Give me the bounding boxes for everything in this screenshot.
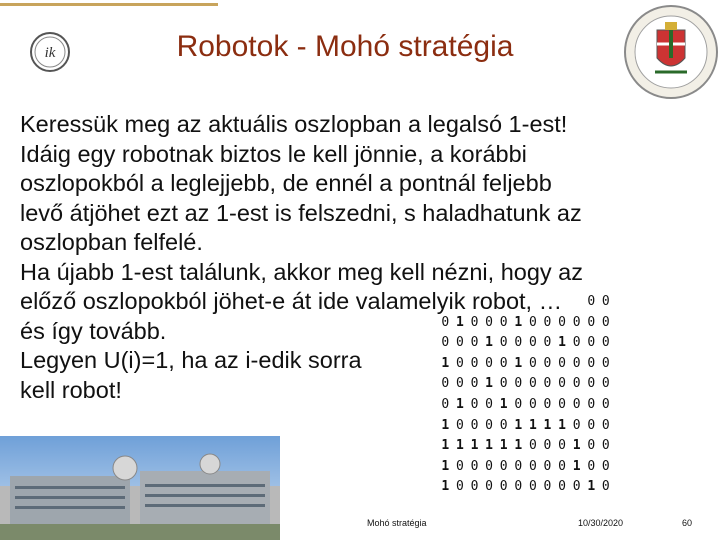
matrix-cell: 0 — [543, 396, 552, 412]
matrix-cell: 0 — [528, 335, 537, 351]
matrix-cell: 1 — [485, 376, 493, 392]
matrix-cell: 0 — [543, 438, 552, 454]
matrix-cell: 0 — [499, 417, 508, 433]
matrix-cell: 0 — [572, 417, 581, 433]
matrix-cell: 0 — [601, 438, 610, 454]
matrix-cell: 1 — [514, 314, 523, 330]
matrix-cell: 0 — [455, 355, 464, 371]
matrix-cell: 0 — [455, 458, 464, 474]
matrix-cell: 0 — [558, 355, 566, 371]
matrix-cell: 0 — [601, 417, 610, 433]
matrix-cell: 1 — [587, 479, 596, 495]
matrix-cell: 0 — [587, 335, 596, 351]
matrix-cell: 0 — [587, 376, 596, 392]
matrix-cell: 1 — [572, 438, 581, 454]
matrix-cell: 0 — [470, 458, 479, 474]
matrix-cell: 0 — [514, 335, 523, 351]
matrix-cell: 1 — [514, 355, 523, 371]
matrix-cell: 1 — [558, 335, 566, 351]
body-line: kell robot! — [20, 376, 122, 403]
matrix-cell: 1 — [441, 458, 450, 474]
matrix-cell: 0 — [485, 458, 493, 474]
matrix-cell: 0 — [455, 335, 464, 351]
matrix-cell: 0 — [601, 479, 610, 495]
matrix-cell: 0 — [528, 376, 537, 392]
matrix-cell: 0 — [558, 458, 566, 474]
matrix-cell: 0 — [572, 314, 581, 330]
matrix-cell: 0 — [572, 396, 581, 412]
matrix-cell: 1 — [455, 396, 464, 412]
matrix-cell: 0 — [601, 376, 610, 392]
matrix-cell: 0 — [587, 294, 596, 309]
matrix-row — [438, 292, 613, 313]
matrix-cell: 1 — [441, 355, 450, 371]
matrix-cell: 0 — [499, 376, 508, 392]
slide-title: Robotok - Mohó stratégia — [176, 30, 514, 63]
body-line: Ha újabb 1-est találunk, akkor meg kell nézni, hogy az — [20, 258, 584, 285]
matrix-cell: 1 — [499, 396, 508, 412]
matrix-cell: 0 — [558, 479, 566, 495]
matrix-cell: 0 — [455, 417, 464, 433]
matrix-cell: 0 — [470, 417, 479, 433]
top-accent-line — [0, 3, 218, 6]
matrix-row — [438, 313, 613, 334]
matrix-cell: 0 — [470, 314, 479, 330]
matrix-cell: 0 — [514, 376, 523, 392]
matrix-cell: 0 — [572, 376, 581, 392]
body-line: oszlopban felfelé. — [20, 229, 203, 255]
matrix-cell: 0 — [572, 335, 581, 351]
matrix-cell: 1 — [528, 417, 537, 433]
matrix-cell: 0 — [470, 396, 479, 412]
matrix-cell: 0 — [441, 376, 450, 392]
matrix-cell: 0 — [528, 438, 537, 454]
matrix-cell: 0 — [441, 314, 450, 330]
matrix-cell: 0 — [601, 335, 610, 351]
matrix-cell: 1 — [441, 417, 450, 433]
matrix-cell: 0 — [601, 458, 610, 474]
matrix-cell: 1 — [455, 314, 464, 330]
body-line: előző oszlopokból jöhet-e át ide valamelyik robot, … — [20, 288, 563, 314]
matrix-cell: 0 — [441, 396, 450, 412]
matrix-cell: 0 — [601, 294, 610, 309]
matrix-cell: 0 — [601, 314, 610, 330]
footer-date: 10/30/2020 — [578, 518, 624, 528]
footer-title: Mohó stratégia — [367, 518, 427, 528]
matrix-cell: 0 — [528, 458, 537, 474]
matrix-cell: 0 — [455, 376, 464, 392]
matrix-cell: 0 — [528, 355, 537, 371]
footer-page-number: 60 — [682, 518, 693, 528]
matrix-cell: 0 — [514, 479, 523, 495]
matrix-cell: 0 — [572, 479, 581, 495]
matrix-cell: 0 — [601, 355, 610, 371]
matrix-cell: 0 — [485, 355, 493, 371]
matrix-cell: 0 — [499, 314, 508, 330]
matrix-cell: 0 — [558, 314, 566, 330]
matrix-cell: 0 — [558, 396, 566, 412]
svg-text:ik: ik — [44, 45, 56, 61]
body-line: Legyen U(i)=1, ha az i-edik sorra — [20, 347, 362, 373]
matrix-row — [438, 457, 613, 478]
matrix-cell: 0 — [499, 479, 508, 495]
matrix-cell: 0 — [587, 438, 596, 454]
campus-building-photo — [0, 436, 280, 540]
matrix-cell: 0 — [514, 458, 523, 474]
matrix-cell: 0 — [558, 376, 566, 392]
matrix-cell: 0 — [543, 458, 552, 474]
body-line: és így tovább. — [20, 317, 167, 344]
matrix-cell: 0 — [499, 458, 508, 474]
matrix-cell: 0 — [485, 396, 493, 412]
matrix-cell: 0 — [572, 355, 581, 371]
matrix-cell: 1 — [470, 438, 479, 454]
matrix-cell: 0 — [587, 314, 596, 330]
matrix-cell: 1 — [514, 438, 523, 454]
matrix-cell: 1 — [485, 335, 493, 351]
matrix-row — [438, 354, 613, 375]
matrix-cell: 0 — [587, 417, 596, 433]
matrix-row — [438, 374, 613, 395]
matrix-cell: 0 — [543, 376, 552, 392]
matrix-cell: 0 — [499, 335, 508, 351]
university-seal-icon — [615, 0, 720, 105]
matrix-cell: 1 — [455, 438, 464, 454]
matrix-cell: 0 — [514, 396, 523, 412]
matrix-cell: 0 — [587, 396, 596, 412]
matrix-cell: 0 — [587, 355, 596, 371]
matrix-row — [438, 333, 613, 354]
matrix-cell: 0 — [470, 355, 479, 371]
matrix-cell: 0 — [485, 314, 493, 330]
robot-grid-matrix — [438, 292, 613, 498]
matrix-cell: 0 — [543, 314, 552, 330]
matrix-cell: 0 — [528, 396, 537, 412]
matrix-cell: 1 — [558, 417, 566, 433]
body-line: oszlopokból a leglejjebb, de ennél a pontnál feljebb — [20, 170, 552, 196]
matrix-cell: 0 — [470, 335, 479, 351]
matrix-row — [438, 436, 613, 457]
matrix-row — [438, 416, 613, 437]
matrix-cell: 1 — [485, 438, 493, 454]
matrix-cell: 0 — [543, 335, 552, 351]
matrix-row — [438, 477, 613, 498]
matrix-cell: 0 — [543, 355, 552, 371]
body-line: Keressük meg az aktuális oszlopban a legalsó 1-est! — [20, 111, 568, 137]
matrix-cell: 0 — [499, 355, 508, 371]
matrix-cell: 0 — [558, 438, 566, 454]
matrix-cell: 0 — [441, 335, 450, 351]
matrix-cell: 1 — [441, 479, 450, 495]
matrix-cell: 0 — [485, 479, 493, 495]
body-line: levő átjöhet ezt az 1-est is felszedni, s haladhatunk az — [20, 199, 582, 226]
matrix-cell: 0 — [543, 479, 552, 495]
matrix-cell: 1 — [514, 417, 523, 433]
matrix-cell: 0 — [528, 479, 537, 495]
matrix-cell: 0 — [587, 458, 596, 474]
matrix-cell: 1 — [572, 458, 581, 474]
matrix-cell: 0 — [601, 396, 610, 412]
matrix-cell: 0 — [528, 314, 537, 330]
matrix-row — [438, 395, 613, 416]
matrix-cell: 0 — [470, 376, 479, 392]
matrix-cell: 1 — [499, 438, 508, 454]
matrix-cell: 0 — [485, 417, 493, 433]
body-line: Idáig egy robotnak biztos le kell jönnie, a korábbi — [20, 140, 527, 167]
matrix-cell: 0 — [455, 479, 464, 495]
matrix-cell: 1 — [441, 438, 450, 454]
matrix-cell: 1 — [543, 417, 552, 433]
matrix-cell: 0 — [470, 479, 479, 495]
